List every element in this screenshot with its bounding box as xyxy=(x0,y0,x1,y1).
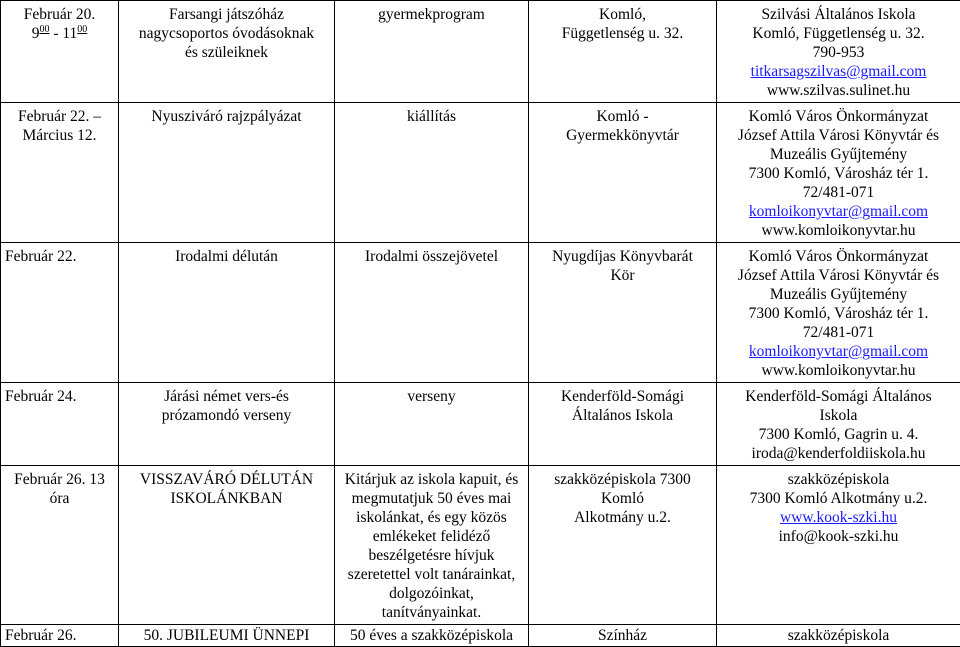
date-text: Március 12. xyxy=(5,126,114,145)
title-line: Irodalmi délután xyxy=(123,247,330,266)
type-line: dolgozóinkat, xyxy=(339,584,524,603)
contact-cell xyxy=(717,625,960,647)
time-range: $9^{00} - 11^{00}$ xyxy=(5,24,114,43)
venue-line: Komló, xyxy=(533,5,712,24)
type-line: iskolánkat, és egy közös xyxy=(339,508,524,527)
contact-line: Szilvási Általános Iskola xyxy=(721,5,956,24)
venue-line: Komló xyxy=(533,489,712,508)
venue-cell xyxy=(529,383,717,466)
type-line: beszélgetésre hívjuk xyxy=(339,546,524,565)
table-row xyxy=(1,625,960,647)
contact-line: iroda@kenderfoldiiskola.hu xyxy=(721,444,956,463)
title-cell xyxy=(119,466,335,625)
venue-line: Kör xyxy=(533,266,712,285)
type-line: emlékeket felidéző xyxy=(339,527,524,546)
title-line: nagycsoportos óvodásoknak xyxy=(123,24,330,43)
contact-cell xyxy=(717,466,960,625)
venue-line: Általános Iskola xyxy=(533,406,712,425)
contact-cell xyxy=(717,383,960,466)
venue-line: Nyugdíjas Könyvbarát xyxy=(533,247,712,266)
contact-line: 72/481-071 xyxy=(721,323,956,342)
contact-line: Komló Város Önkormányzat xyxy=(721,107,956,126)
contact-line: 790-953 xyxy=(721,43,956,62)
events-table-body xyxy=(1,1,960,647)
contact-line: 7300 Komló, Gagrin u. 4. xyxy=(721,425,956,444)
date-text: Február 22. – xyxy=(5,107,114,126)
contact-line: 7300 Komló Alkotmány u.2. xyxy=(721,489,956,508)
table-row xyxy=(1,383,960,466)
title-cell xyxy=(119,243,335,383)
contact-line: szakközépiskola xyxy=(721,626,956,645)
venue-line: Alkotmány u.2. xyxy=(533,508,712,527)
type-cell xyxy=(335,466,529,625)
date-cell xyxy=(1,1,119,103)
venue-line: Kenderföld-Somági xyxy=(533,387,712,406)
type-cell xyxy=(335,383,529,466)
title-cell xyxy=(119,1,335,103)
title-cell xyxy=(119,383,335,466)
date-cell xyxy=(1,466,119,625)
type-line: kiállítás xyxy=(339,107,524,126)
website-link[interactable]: www.kook-szki.hu xyxy=(721,508,956,527)
title-line: Farsangi játszóház xyxy=(123,5,330,24)
venue-cell xyxy=(529,466,717,625)
date-text: Február 24. xyxy=(5,387,114,406)
date-cell xyxy=(1,625,119,647)
type-cell xyxy=(335,103,529,243)
title-line: 50. JUBILEUMI ÜNNEPI xyxy=(123,626,330,645)
contact-line: 7300 Komló, Városház tér 1. xyxy=(721,164,956,183)
title-line: ISKOLÁNKBAN xyxy=(123,489,330,508)
date-text: Február 22. xyxy=(5,247,114,266)
type-line: verseny xyxy=(339,387,524,406)
type-line: gyermekprogram xyxy=(339,5,524,24)
title-line: Járási német vers-és xyxy=(123,387,330,406)
contact-line: József Attila Városi Könyvtár és xyxy=(721,266,956,285)
type-line: megmutatjuk 50 éves mai xyxy=(339,489,524,508)
venue-cell xyxy=(529,103,717,243)
date-text: óra xyxy=(5,489,114,508)
contact-line: 72/481-071 xyxy=(721,183,956,202)
type-cell xyxy=(335,1,529,103)
title-cell xyxy=(119,103,335,243)
website-text: www.szilvas.sulinet.hu xyxy=(721,81,956,100)
contact-line: József Attila Városi Könyvtár és xyxy=(721,126,956,145)
venue-cell xyxy=(529,243,717,383)
contact-line: 7300 Komló, Városház tér 1. xyxy=(721,304,956,323)
table-row xyxy=(1,1,960,103)
contact-cell xyxy=(717,103,960,243)
title-line: és szüleiknek xyxy=(123,43,330,62)
contact-line: Muzeális Gyűjtemény xyxy=(721,285,956,304)
date-text: Február 20. xyxy=(5,5,114,24)
date-text: Február 26. 13 xyxy=(5,470,114,489)
contact-line: Komló Város Önkormányzat xyxy=(721,247,956,266)
contact-line: Kenderföld-Somági Általános xyxy=(721,387,956,406)
website-text: www.komloikonyvtar.hu xyxy=(721,361,956,380)
email-link[interactable]: komloikonyvtar@gmail.com xyxy=(721,342,956,361)
venue-line: Komló - xyxy=(533,107,712,126)
website-text: www.komloikonyvtar.hu xyxy=(721,221,956,240)
type-cell xyxy=(335,243,529,383)
date-cell xyxy=(1,243,119,383)
type-line: Kitárjuk az iskola kapuit, és xyxy=(339,470,524,489)
email-link[interactable]: komloikonyvtar@gmail.com xyxy=(721,202,956,221)
date-text: Február 26. xyxy=(5,626,114,645)
title-line: Nyusziváró rajzpályázat xyxy=(123,107,330,126)
contact-line: szakközépiskola xyxy=(721,470,956,489)
date-cell xyxy=(1,383,119,466)
title-cell xyxy=(119,625,335,647)
contact-line: Iskola xyxy=(721,406,956,425)
email-text: info@kook-szki.hu xyxy=(721,527,956,546)
venue-cell xyxy=(529,625,717,647)
venue-line: Függetlenség u. 32. xyxy=(533,24,712,43)
venue-line: szakközépiskola 7300 xyxy=(533,470,712,489)
type-line: Irodalmi összejövetel xyxy=(339,247,524,266)
title-line: prózamondó verseny xyxy=(123,406,330,425)
contact-line: Muzeális Gyűjtemény xyxy=(721,145,956,164)
type-line: 50 éves a szakközépiskola xyxy=(339,626,524,645)
contact-cell xyxy=(717,243,960,383)
table-row xyxy=(1,103,960,243)
type-line: szeretettel volt tanárainkat, xyxy=(339,565,524,584)
contact-line: Komló, Függetlenség u. 32. xyxy=(721,24,956,43)
table-row xyxy=(1,243,960,383)
date-cell xyxy=(1,103,119,243)
venue-line: Gyermekkönyvtár xyxy=(533,126,712,145)
type-cell xyxy=(335,625,529,647)
table-row xyxy=(1,466,960,625)
venue-cell xyxy=(529,1,717,103)
venue-line: Színház xyxy=(533,626,712,645)
type-line: tanítványainkat. xyxy=(339,603,524,622)
email-link[interactable]: titkarsagszilvas@gmail.com xyxy=(721,62,956,81)
title-line: VISSZAVÁRÓ DÉLUTÁN xyxy=(123,470,330,489)
contact-cell xyxy=(717,1,960,103)
